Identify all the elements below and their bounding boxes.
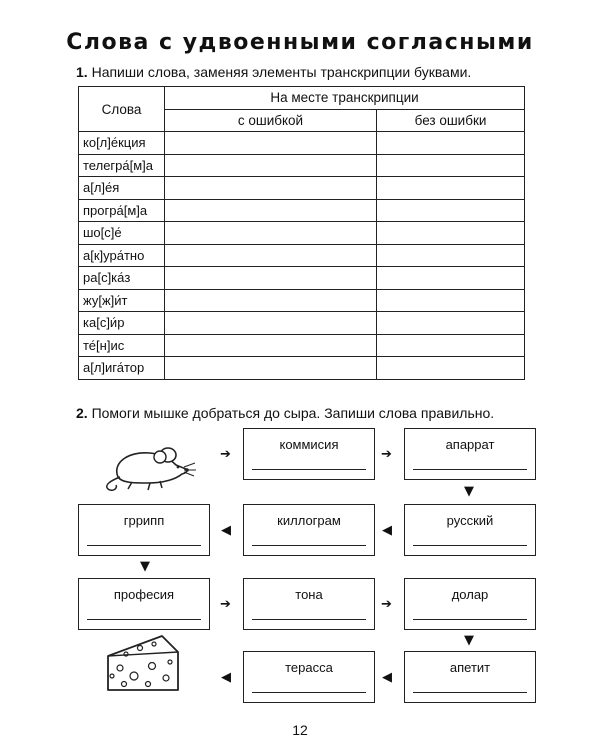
answer-cell-with-error[interactable]	[165, 177, 377, 200]
table-row	[79, 244, 525, 267]
word-box	[243, 578, 375, 630]
answer-cell-with-error[interactable]	[165, 199, 377, 222]
answer-cell-without-error[interactable]	[377, 154, 525, 177]
table-row	[79, 154, 525, 177]
answer-line[interactable]	[87, 545, 201, 546]
answer-cell-without-error[interactable]	[377, 244, 525, 267]
answer-line[interactable]	[413, 619, 527, 620]
answer-cell-with-error[interactable]	[165, 357, 377, 380]
word-box	[404, 504, 536, 556]
page-title: Слова с удвоенными согласными	[66, 30, 534, 55]
word-box-label: долар	[451, 587, 489, 602]
word-box	[243, 504, 375, 556]
word-cell: ка[с]и́р	[79, 312, 165, 335]
arrow-right-icon: ➔	[220, 447, 231, 462]
table-row	[79, 357, 525, 380]
answer-cell-without-error[interactable]	[377, 199, 525, 222]
word-cell: шо[с]е́	[79, 222, 165, 245]
word-box-label: апаррат	[445, 437, 495, 452]
table-row	[79, 132, 525, 155]
word-box-label: коммисия	[279, 437, 339, 452]
word-cell: програ́[м]а	[79, 199, 165, 222]
answer-line[interactable]	[252, 545, 366, 546]
arrow-left-icon: ◀	[382, 523, 392, 538]
word-box	[404, 578, 536, 630]
arrow-down-icon: ▼	[140, 559, 150, 574]
arrow-right-icon: ➔	[381, 447, 392, 462]
task-2-text: Помоги мышке добраться до сыра. Запиши слова правильно.	[91, 405, 495, 421]
answer-line[interactable]	[413, 545, 527, 546]
answer-cell-with-error[interactable]	[165, 334, 377, 357]
word-box	[243, 428, 375, 480]
answer-line[interactable]	[252, 619, 366, 620]
answer-line[interactable]	[252, 469, 366, 470]
word-box-label: киллограм	[277, 513, 341, 528]
page-number: 12	[292, 722, 308, 738]
mouse-icon	[98, 437, 198, 493]
header-words: Слова	[79, 87, 165, 132]
task-1-number: 1.	[76, 64, 88, 80]
arrow-down-icon: ▼	[464, 484, 474, 499]
table-row	[79, 222, 525, 245]
arrow-right-icon: ➔	[220, 597, 231, 612]
answer-line[interactable]	[252, 692, 366, 693]
table-row	[79, 289, 525, 312]
word-cell: жу[ж]и́т	[79, 289, 165, 312]
word-box-label: терасса	[285, 660, 333, 675]
answer-line[interactable]	[413, 692, 527, 693]
word-cell: а[л]ига́тор	[79, 357, 165, 380]
answer-cell-with-error[interactable]	[165, 312, 377, 335]
word-box	[78, 578, 210, 630]
answer-cell-without-error[interactable]	[377, 312, 525, 335]
answer-cell-without-error[interactable]	[377, 267, 525, 290]
answer-cell-with-error[interactable]	[165, 244, 377, 267]
answer-cell-without-error[interactable]	[377, 132, 525, 155]
cheese-icon	[102, 630, 184, 696]
answer-cell-without-error[interactable]	[377, 334, 525, 357]
answer-line[interactable]	[413, 469, 527, 470]
word-box-label: гррипп	[123, 513, 165, 528]
table-row	[79, 312, 525, 335]
header-with-error: с ошибкой	[165, 109, 377, 132]
word-box-label: апетит	[449, 660, 491, 675]
task-1-instruction	[76, 64, 471, 80]
arrow-right-icon: ➔	[381, 597, 392, 612]
table-row	[79, 267, 525, 290]
task-2-instruction	[76, 405, 494, 421]
answer-cell-with-error[interactable]	[165, 289, 377, 312]
word-cell: ко[л]е́кция	[79, 132, 165, 155]
task-2-number: 2.	[76, 405, 88, 421]
table-row	[79, 199, 525, 222]
answer-cell-without-error[interactable]	[377, 177, 525, 200]
arrow-left-icon: ◀	[382, 670, 392, 685]
answer-cell-with-error[interactable]	[165, 154, 377, 177]
table-row	[79, 177, 525, 200]
word-cell: а[л]е́я	[79, 177, 165, 200]
table-row	[79, 334, 525, 357]
arrow-left-icon: ◀	[221, 523, 231, 538]
word-box	[404, 428, 536, 480]
header-without-error: без ошибки	[377, 109, 525, 132]
task-1-text: Напиши слова, заменяя элементы транскрипции буквами.	[91, 64, 472, 80]
answer-cell-with-error[interactable]	[165, 132, 377, 155]
word-box	[78, 504, 210, 556]
word-box	[243, 651, 375, 703]
word-box-label: русский	[446, 513, 494, 528]
word-cell: ра[с]ка́з	[79, 267, 165, 290]
word-cell: телегра́[м]а	[79, 154, 165, 177]
arrow-down-icon: ▼	[464, 633, 474, 648]
answer-cell-without-error[interactable]	[377, 222, 525, 245]
answer-cell-without-error[interactable]	[377, 357, 525, 380]
header-transcription-group: На месте транскрипции	[165, 87, 525, 110]
answer-cell-without-error[interactable]	[377, 289, 525, 312]
arrow-left-icon: ◀	[221, 670, 231, 685]
word-box-label: професия	[113, 587, 175, 602]
word-box-label: тона	[295, 587, 323, 602]
word-cell: те́[н]ис	[79, 334, 165, 357]
word-cell: а[к]ура́тно	[79, 244, 165, 267]
answer-line[interactable]	[87, 619, 201, 620]
word-box	[404, 651, 536, 703]
answer-cell-with-error[interactable]	[165, 267, 377, 290]
transcription-table	[78, 86, 525, 380]
answer-cell-with-error[interactable]	[165, 222, 377, 245]
